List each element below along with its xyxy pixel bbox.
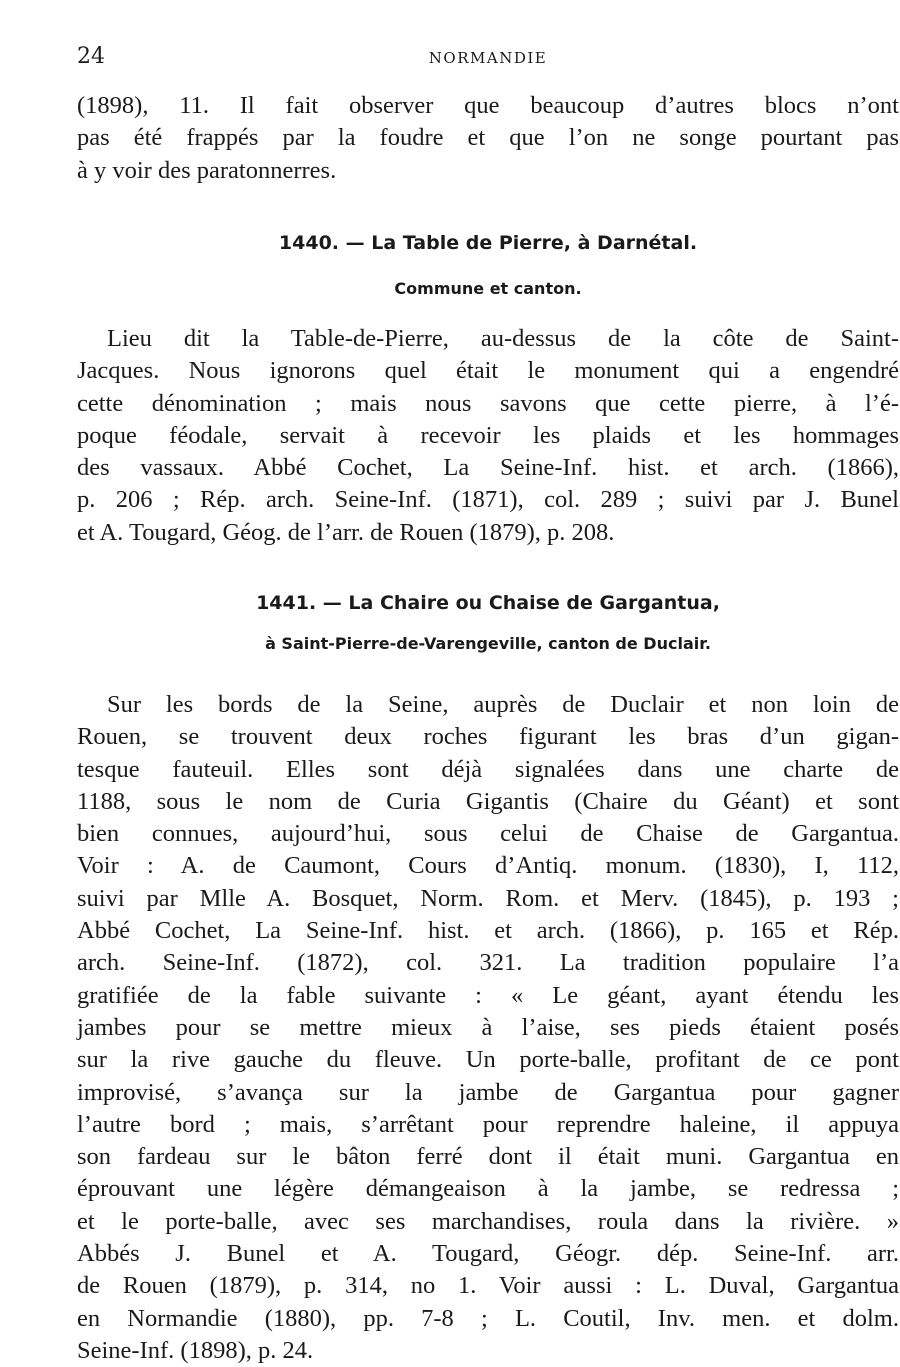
- text-line: à y voir des paratonnerres.: [77, 156, 337, 184]
- text-line: 1188, sous le nom de Curia Gigantis (Chaire du Géant) et sont: [77, 787, 899, 815]
- text-line: poque féodale, servait à recevoir les plaids et les hommages: [77, 421, 899, 449]
- text-line: et A. Tougard, Géog. de l’arr. de Rouen (1879), p. 208.: [77, 518, 615, 546]
- text-line: en Normandie (1880), pp. 7-8 ; L. Coutil, Inv. men. et dolm.: [77, 1304, 899, 1332]
- text-line: Voir : A. de Caumont, Cours d’Antiq. monum. (1830), I, 112,: [77, 852, 899, 880]
- text-line: improvisé, s’avança sur la jambe de Gargantua pour gagner: [77, 1078, 899, 1106]
- text-line: Seine-Inf. (1898), p. 24.: [77, 1336, 314, 1364]
- entry-subheading-1440: Commune et canton.: [394, 279, 582, 298]
- text-line: cette dénomination ; mais nous savons que cette pierre, à l’é-: [77, 389, 899, 417]
- text-line: jambes pour se mettre mieux à l’aise, ses pieds étaient posés: [77, 1013, 899, 1041]
- text-line: Lieu dit la Table-de-Pierre, au-dessus de la côte de Saint-: [107, 325, 899, 352]
- running-head: [77, 44, 899, 74]
- text-line: des vassaux. Abbé Cochet, La Seine-Inf. hist. et arch. (1866),: [77, 454, 899, 482]
- text-line: p. 206 ; Rép. arch. Seine-Inf. (1871), col. 289 ; suivi par J. Bunel: [77, 486, 899, 514]
- text-line: Abbés J. Bunel et A. Tougard, Géogr. dép. Seine-Inf. arr.: [77, 1240, 899, 1268]
- text-line: arch. Seine-Inf. (1872), col. 321. La tradition populaire l’a: [77, 949, 899, 977]
- text-line: Jacques. Nous ignorons quel était le monument qui a engendré: [77, 357, 899, 385]
- text-line: Abbé Cochet, La Seine-Inf. hist. et arch. (1866), p. 165 et Rép.: [77, 917, 899, 945]
- text-line: l’autre bord ; mais, s’arrêtant pour reprendre haleine, il appuya: [77, 1110, 899, 1138]
- page-number: 24: [77, 44, 105, 69]
- text-line: bien connues, aujourd’hui, sous celui de Chaise de Gargantua.: [77, 820, 899, 848]
- text-line: Sur les bords de la Seine, auprès de Duclair et non loin de: [107, 691, 899, 718]
- text-line: Rouen, se trouvent deux roches figurant les bras d’un gigan-: [77, 723, 899, 751]
- text-line: sur la rive gauche du fleuve. Un porte-balle, profitant de ce pont: [77, 1046, 899, 1074]
- entry-body-1441: [77, 689, 899, 1367]
- text-line: son fardeau sur le bâton ferré dont il était muni. Gargantua en: [77, 1143, 899, 1171]
- running-title: NORMANDIE: [428, 49, 548, 67]
- entry-body-1440: [77, 323, 899, 549]
- entry-subheading-1441: à Saint-Pierre-de-Varengeville, canton de Duclair.: [265, 634, 711, 653]
- text-line: et le porte-balle, avec ses marchandises, roula dans la rivière. »: [77, 1207, 899, 1235]
- entry-heading-1440: 1440. — La Table de Pierre, à Darnétal.: [278, 232, 698, 254]
- entry-heading-1441: 1441. — La Chaire ou Chaise de Gargantua,: [256, 592, 720, 614]
- text-line: de Rouen (1879), p. 314, no 1. Voir aussi : L. Duval, Gargantua: [77, 1272, 899, 1300]
- text-line: tesque fauteuil. Elles sont déjà signalées dans une charte de: [77, 755, 899, 783]
- text-line: (1898), 11. Il fait observer que beaucoup d’autres blocs n’ont: [77, 92, 899, 119]
- text-line: pas été frappés par la foudre et que l’on ne songe pourtant pas: [77, 124, 899, 152]
- intro-paragraph: [77, 90, 899, 187]
- text-line: suivi par Mlle A. Bosquet, Norm. Rom. et Merv. (1845), p. 193 ;: [77, 884, 899, 912]
- text-line: éprouvant une légère démangeaison à la jambe, se redressa ;: [77, 1175, 899, 1203]
- text-line: gratifiée de la fable suivante : « Le géant, ayant étendu les: [77, 981, 899, 1009]
